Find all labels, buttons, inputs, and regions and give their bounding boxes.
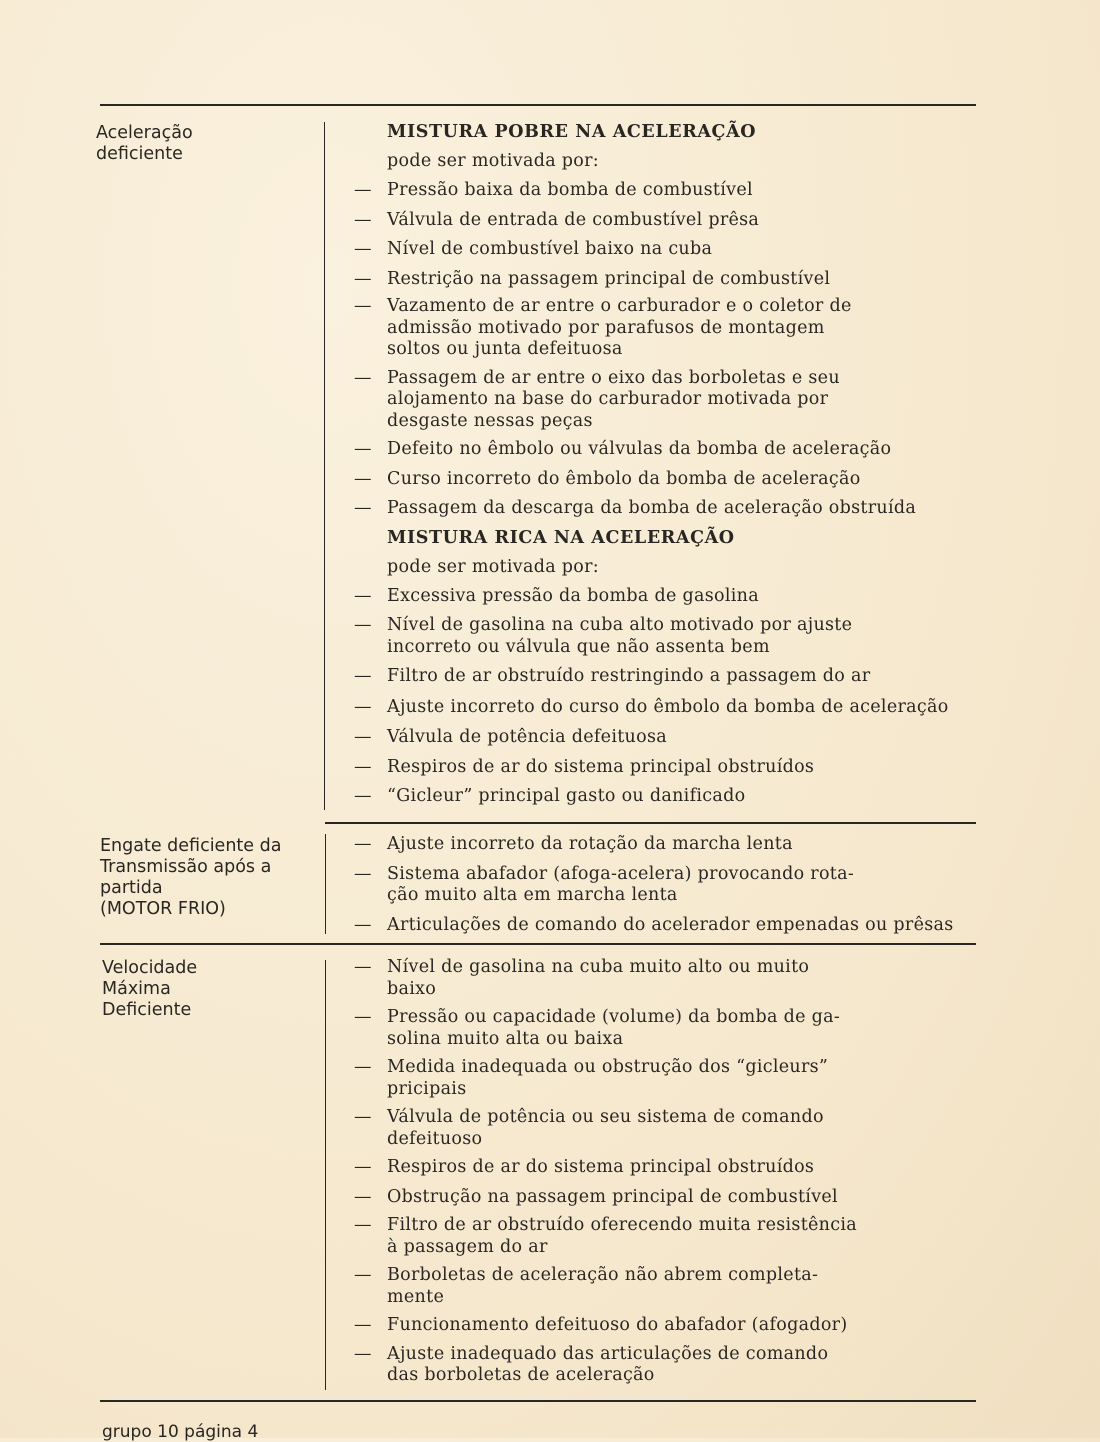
- label-line: Engate deficiente da: [100, 836, 282, 856]
- section-rule-1: [325, 822, 976, 824]
- bottom-rule: [100, 1400, 976, 1402]
- dash: —: [354, 1107, 372, 1127]
- dash: —: [354, 696, 372, 717]
- cause-item: [354, 786, 984, 808]
- cause-text: Pressão ou capacidade (volume) da bomba de ga-: [387, 1007, 841, 1027]
- cause-text: Válvula de potência ou seu sistema de comando: [387, 1107, 824, 1127]
- label-line: deficiente: [96, 144, 183, 164]
- cause-item: [354, 368, 984, 433]
- causes-max-speed: [354, 957, 984, 1387]
- cause-text: mente: [387, 1286, 445, 1307]
- cause-item: [354, 239, 984, 261]
- cause-item: [354, 269, 984, 291]
- cause-text: Filtro de ar obstruído restringindo a passagem do ar: [387, 666, 871, 686]
- cause-text: Nível de gasolina na cuba alto motivado por ajuste: [387, 615, 853, 635]
- label-line: partida: [100, 878, 163, 898]
- cause-item: [354, 210, 984, 232]
- cause-text: Sistema abafador (afoga-acelera) provocando rota-: [387, 863, 855, 884]
- cause-item: [354, 1187, 984, 1209]
- dash: —: [354, 296, 372, 316]
- column-divider-1: [324, 122, 325, 810]
- dash: —: [354, 585, 372, 606]
- cause-item: [354, 757, 984, 779]
- cause-text: Válvula de entrada de combustível prêsa: [387, 209, 760, 230]
- dash: —: [354, 863, 372, 884]
- cause-item: [354, 296, 984, 361]
- cause-item: [354, 1057, 984, 1100]
- label-line: Máxima: [102, 979, 171, 999]
- cause-item: [354, 957, 984, 1000]
- cause-text: Passagem de ar entre o eixo das borboletas e seu: [387, 367, 840, 388]
- cause-text: Válvula de potência defeituosa: [387, 727, 667, 747]
- causes-transmission: [354, 834, 984, 936]
- label-line: Transmissão após a: [100, 857, 272, 877]
- cause-text: Borboletas de aceleração não abrem completa-: [387, 1265, 819, 1285]
- cause-text: alojamento na base do carburador motivada por: [387, 389, 829, 409]
- dash: —: [354, 786, 372, 806]
- cause-item: [354, 1157, 984, 1179]
- dash: —: [354, 498, 372, 518]
- cause-item: [354, 180, 984, 202]
- cause-item: [354, 1344, 984, 1387]
- dash: —: [354, 1343, 372, 1364]
- symptom-label-transmission: [100, 836, 281, 920]
- dash: —: [354, 468, 372, 489]
- section-rule-2: [100, 943, 976, 945]
- cause-text: Curso incorreto do êmbolo da bomba de aceleração: [387, 468, 861, 489]
- cause-text: Restrição na passagem principal de combustível: [387, 268, 831, 289]
- cause-text: incorreto ou válvula que não assenta bem: [387, 636, 770, 657]
- dash: —: [354, 439, 372, 459]
- cause-item: [354, 666, 984, 688]
- dash: —: [354, 756, 372, 777]
- dash: —: [354, 666, 372, 686]
- cause-item: [354, 697, 984, 719]
- cause-item: [354, 1007, 984, 1050]
- cause-text: Pressão baixa da bomba de combustível: [387, 180, 753, 200]
- dash: —: [354, 1215, 372, 1235]
- label-line: Aceleração: [96, 123, 193, 143]
- cause-text: Obstrução na passagem principal de combustível: [387, 1186, 838, 1207]
- cause-text: Medida inadequada ou obstrução dos “gicleurs”: [387, 1057, 829, 1077]
- cause-text: ção muito alta em marcha lenta: [387, 885, 678, 905]
- dash: —: [354, 367, 372, 388]
- cause-text: defeituoso: [387, 1128, 483, 1149]
- cause-item: [354, 1315, 984, 1337]
- cause-item: [354, 586, 984, 608]
- cause-item: [354, 439, 984, 461]
- cause-item: [354, 834, 984, 856]
- cause-text: Excessiva pressão da bomba de gasolina: [387, 585, 759, 606]
- cause-text: das borboletas de aceleração: [387, 1365, 655, 1385]
- dash: —: [354, 209, 372, 230]
- heading-rich-mixture: MISTURA RICA NA ACELERAÇÃO: [387, 527, 735, 548]
- cause-text: desgaste nessas peças: [387, 410, 593, 431]
- column-divider-2: [325, 834, 326, 934]
- dash: —: [354, 727, 372, 747]
- cause-text: pricipais: [387, 1078, 467, 1099]
- cause-item: [354, 1215, 984, 1258]
- cause-text: Ajuste inadequado das articulações de comando: [387, 1343, 829, 1364]
- intro-text: pode ser motivada por:: [387, 556, 600, 577]
- cause-text: Vazamento de ar entre o carburador e o coletor de: [387, 296, 852, 316]
- cause-text: à passagem do ar: [387, 1236, 548, 1257]
- cause-item: [354, 1107, 984, 1150]
- dash: —: [354, 615, 372, 635]
- dash: —: [354, 914, 372, 935]
- cause-text: Articulações de comando do acelerador empenadas ou prêsas: [387, 914, 954, 935]
- cause-item: [354, 1265, 984, 1308]
- label-line: Deficiente: [102, 1000, 192, 1020]
- column-divider-3: [325, 960, 326, 1390]
- cause-text: soltos ou junta defeituosa: [387, 339, 623, 359]
- intro-text: pode ser motivada por:: [387, 151, 600, 171]
- cause-text: Passagem da descarga da bomba de aceleração obstruída: [387, 498, 917, 518]
- cause-text: “Gicleur” principal gasto ou danificado: [387, 786, 746, 806]
- cause-text: Filtro de ar obstruído oferecendo muita resistência: [387, 1215, 857, 1235]
- cause-text: Nível de gasolina na cuba muito alto ou muito: [387, 957, 810, 977]
- dash: —: [354, 1186, 372, 1207]
- cause-item: [354, 615, 984, 658]
- cause-text: baixo: [387, 978, 437, 999]
- top-rule: [100, 104, 976, 106]
- dash: —: [354, 957, 372, 977]
- dash: —: [354, 1157, 372, 1177]
- cause-text: solina muito alta ou baixa: [387, 1028, 624, 1049]
- dash: —: [354, 1057, 372, 1077]
- cause-text: Ajuste incorreto do curso do êmbolo da bomba de aceleração: [387, 696, 949, 717]
- cause-text: Respiros de ar do sistema principal obstruídos: [387, 756, 815, 777]
- cause-text: Respiros de ar do sistema principal obstruídos: [387, 1157, 815, 1177]
- causes-acceleration: [354, 122, 984, 808]
- dash: —: [354, 834, 372, 854]
- cause-text: Defeito no êmbolo ou válvulas da bomba de aceleração: [387, 439, 892, 459]
- dash: —: [354, 239, 372, 259]
- dash: —: [354, 180, 372, 200]
- dash: —: [354, 1265, 372, 1285]
- dash: —: [354, 1007, 372, 1027]
- cause-item: [354, 469, 984, 491]
- label-line: Velocidade: [102, 958, 198, 978]
- symptom-label-max-speed: [102, 958, 197, 1021]
- cause-text: Funcionamento defeituoso do abafador (afogador): [387, 1315, 848, 1335]
- cause-item: [354, 727, 984, 749]
- symptom-label-acceleration: [96, 123, 193, 165]
- cause-item: [354, 498, 984, 520]
- cause-item: [354, 864, 984, 907]
- heading-lean-mixture: MISTURA POBRE NA ACELERAÇÃO: [387, 122, 757, 142]
- cause-item: [354, 915, 984, 937]
- label-line: (MOTOR FRIO): [100, 899, 226, 919]
- cause-text: Ajuste incorreto da rotação da marcha lenta: [387, 834, 793, 854]
- cause-text: admissão motivado por parafusos de montagem: [387, 317, 825, 338]
- cause-text: Nível de combustível baixo na cuba: [387, 239, 713, 259]
- dash: —: [354, 1315, 372, 1335]
- page-footer: grupo 10 página 4: [102, 1422, 259, 1442]
- dash: —: [354, 268, 372, 289]
